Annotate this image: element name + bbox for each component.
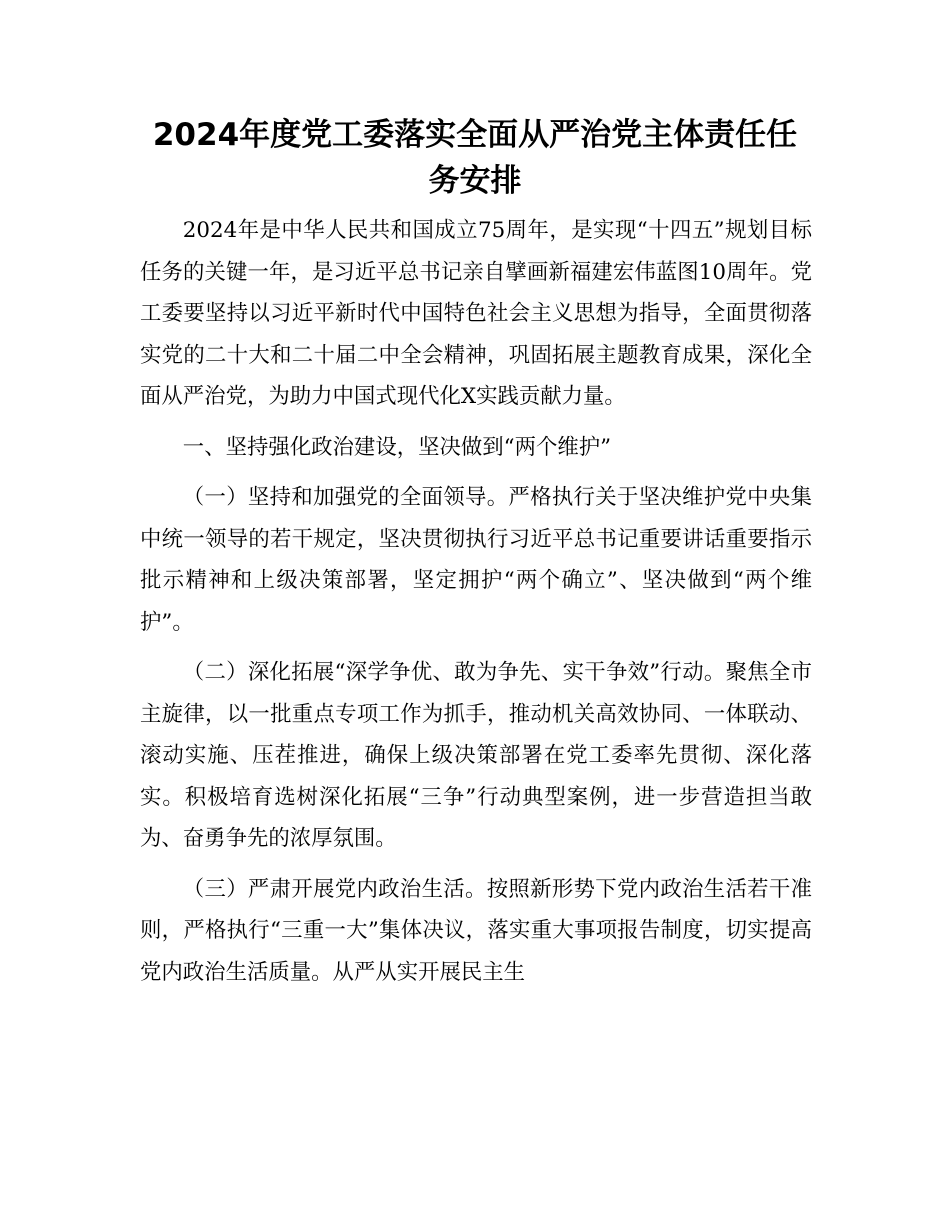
- subsection-paragraph-1: （一）坚持和加强党的全面领导。严格执行关于坚决维护党中央集中统一领导的若干规定，坚决贯彻执行习近平总书记重要讲话重要指示批示精神和上级决策部署，坚定拥护“两个确立”、坚决做到“两个维护”。: [140, 485, 812, 635]
- document-body: [140, 210, 812, 1002]
- subsection-paragraph-3: （三）严肃开展党内政治生活。按照新形势下党内政治生活若干准则，严格执行“三重一大”集体决议，落实重大事项报告制度，切实提高党内政治生活质量。从严从实开展民主生: [140, 876, 812, 985]
- title-line-1: 2024年度党工委落实全面从严治党主体责任任: [152, 117, 798, 153]
- title-line-2: 务安排: [428, 163, 522, 199]
- section-heading-1: 一、坚持强化政治建设，坚决做到“两个维护”: [182, 434, 612, 460]
- subsection-paragraph-2: （二）深化拓展“深学争优、敢为争先、实干争效”行动。聚焦全市主旋律，以一批重点专项工作为抓手，推动机关高效协同、一体联动、滚动实施、压茬推进，确保上级决策部署在党工委率先贯彻、深化落实。积极培育选树深化拓展“三争”行动典型案例，进一步营造担当敢为、奋勇争先的浓厚氛围。: [140, 660, 812, 851]
- document-title: [140, 112, 810, 204]
- intro-paragraph: 2024年是中华人民共和国成立75周年，是实现“十四五”规划目标任务的关键一年，是习近平总书记亲自擘画新福建宏伟蓝图10周年。党工委要坚持以习近平新时代中国特色社会主义思想为指导，全面贯彻落实党的二十大和二十届二中全会精神，巩固拓展主题教育成果，深化全面从严治党，为助力中国式现代化X实践贡献力量。: [140, 218, 812, 409]
